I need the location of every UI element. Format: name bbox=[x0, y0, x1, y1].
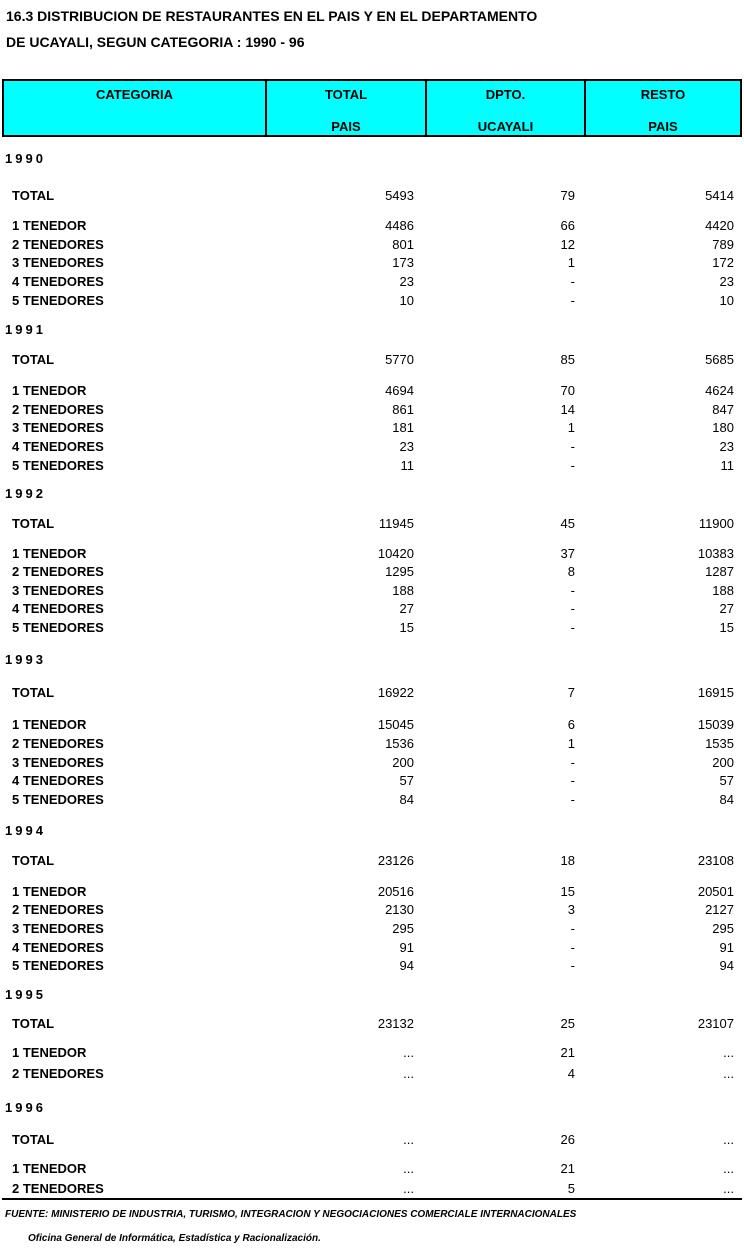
table-row bbox=[0, 383, 744, 401]
category-label: 1 TENEDOR bbox=[12, 1045, 87, 1060]
table-row bbox=[0, 736, 744, 754]
resto-pais-value: ... bbox=[723, 1181, 734, 1196]
year-row bbox=[0, 987, 744, 1005]
dpto-ucayali-value: - bbox=[570, 601, 575, 616]
total-pais-value: 10 bbox=[399, 293, 414, 308]
table-row bbox=[0, 188, 744, 206]
table-row bbox=[0, 218, 744, 236]
resto-pais-value: 11 bbox=[720, 458, 734, 473]
table-row bbox=[0, 755, 744, 773]
table-row bbox=[0, 601, 744, 619]
header-categoria: CATEGORIA bbox=[95, 87, 174, 102]
total-pais-value: 23126 bbox=[377, 853, 414, 868]
table-row bbox=[0, 1016, 744, 1034]
total-pais-value: ... bbox=[403, 1045, 414, 1060]
table-row bbox=[0, 402, 744, 420]
category-label: 5 TENEDORES bbox=[12, 458, 104, 473]
table-row bbox=[0, 293, 744, 311]
resto-pais-value: 295 bbox=[712, 921, 734, 936]
total-pais-value: 10420 bbox=[377, 546, 414, 561]
dpto-ucayali-value: - bbox=[570, 773, 575, 788]
table-bottom-rule bbox=[2, 1198, 742, 1200]
dpto-ucayali-value: 37 bbox=[560, 546, 575, 561]
dpto-ucayali-value: - bbox=[570, 458, 575, 473]
total-pais-value: 15 bbox=[399, 620, 414, 635]
category-label: TOTAL bbox=[12, 188, 55, 203]
total-pais-value: 861 bbox=[392, 402, 414, 417]
resto-pais-value: 16915 bbox=[697, 685, 734, 700]
category-label: 3 TENEDORES bbox=[12, 755, 104, 770]
total-pais-value: 11 bbox=[400, 458, 414, 473]
year-row bbox=[0, 823, 744, 841]
header-dpto-ucayali: DPTO. UCAYALI bbox=[425, 81, 584, 135]
table-row bbox=[0, 884, 744, 902]
year-label: 1994 bbox=[5, 823, 46, 838]
table-row bbox=[0, 583, 744, 601]
category-label: 1 TENEDOR bbox=[12, 218, 87, 233]
total-pais-value: 4486 bbox=[385, 218, 414, 233]
dpto-ucayali-value: 21 bbox=[560, 1161, 575, 1176]
dpto-ucayali-value: - bbox=[570, 293, 575, 308]
dpto-ucayali-value: - bbox=[570, 792, 575, 807]
total-pais-value: 200 bbox=[392, 755, 414, 770]
dpto-ucayali-value: - bbox=[570, 921, 575, 936]
table-row bbox=[0, 420, 744, 438]
resto-pais-value: 172 bbox=[712, 255, 734, 270]
category-label: 1 TENEDOR bbox=[12, 1161, 87, 1176]
category-label: 3 TENEDORES bbox=[12, 255, 104, 270]
resto-pais-value: 1535 bbox=[705, 736, 734, 751]
category-label: 4 TENEDORES bbox=[12, 601, 104, 616]
resto-pais-value: 10 bbox=[719, 293, 734, 308]
table-row bbox=[0, 1161, 744, 1179]
dpto-ucayali-value: 14 bbox=[560, 402, 575, 417]
year-row bbox=[0, 151, 744, 169]
resto-pais-value: 91 bbox=[719, 940, 734, 955]
table-row bbox=[0, 1181, 744, 1199]
total-pais-value: 57 bbox=[399, 773, 414, 788]
resto-pais-value: 27 bbox=[719, 601, 734, 616]
total-pais-value: 5770 bbox=[385, 352, 414, 367]
category-label: 2 TENEDORES bbox=[12, 237, 104, 252]
total-pais-value: 181 bbox=[392, 420, 414, 435]
category-label: 1 TENEDOR bbox=[12, 717, 87, 732]
dpto-ucayali-value: 25 bbox=[560, 1016, 575, 1031]
total-pais-value: 23 bbox=[399, 439, 414, 454]
resto-pais-value: 20501 bbox=[697, 884, 734, 899]
table-row bbox=[0, 853, 744, 871]
table-row bbox=[0, 1066, 744, 1084]
table-row bbox=[0, 255, 744, 273]
total-pais-value: 27 bbox=[399, 601, 414, 616]
table-row bbox=[0, 516, 744, 534]
table-row bbox=[0, 921, 744, 939]
dpto-ucayali-value: 70 bbox=[560, 383, 575, 398]
category-label: 4 TENEDORES bbox=[12, 274, 104, 289]
table-row bbox=[0, 458, 744, 476]
table-row bbox=[0, 902, 744, 920]
table-row bbox=[0, 940, 744, 958]
category-label: 2 TENEDORES bbox=[12, 902, 104, 917]
category-label: 5 TENEDORES bbox=[12, 958, 104, 973]
resto-pais-value: 94 bbox=[719, 958, 734, 973]
dpto-ucayali-value: 6 bbox=[567, 717, 575, 732]
year-row bbox=[0, 486, 744, 504]
resto-pais-value: 4420 bbox=[705, 218, 734, 233]
year-row bbox=[0, 322, 744, 340]
resto-pais-value: 15 bbox=[719, 620, 734, 635]
dpto-ucayali-value: 15 bbox=[560, 884, 575, 899]
table-row bbox=[0, 620, 744, 638]
category-label: 4 TENEDORES bbox=[12, 439, 104, 454]
category-label: TOTAL bbox=[12, 1016, 55, 1031]
year-label: 1996 bbox=[5, 1100, 46, 1115]
resto-pais-value: 23107 bbox=[697, 1016, 734, 1031]
page-title-line1: 16.3 DISTRIBUCION DE RESTAURANTES EN EL PAIS Y EN EL DEPARTAMENTO bbox=[6, 8, 538, 24]
category-label: 2 TENEDORES bbox=[12, 402, 104, 417]
resto-pais-value: 2127 bbox=[705, 902, 734, 917]
dpto-ucayali-value: 7 bbox=[567, 685, 575, 700]
page-title-line2: DE UCAYALI, SEGUN CATEGORIA : 1990 - 96 bbox=[6, 34, 305, 50]
year-row bbox=[0, 652, 744, 670]
year-label: 1993 bbox=[5, 652, 46, 667]
category-label: 2 TENEDORES bbox=[12, 1181, 104, 1196]
resto-pais-value: 10383 bbox=[697, 546, 734, 561]
total-pais-value: 188 bbox=[392, 583, 414, 598]
category-label: TOTAL bbox=[12, 853, 55, 868]
dpto-ucayali-value: - bbox=[570, 940, 575, 955]
dpto-ucayali-value: 12 bbox=[560, 237, 575, 252]
dpto-ucayali-value: 85 bbox=[560, 352, 575, 367]
dpto-ucayali-value: 66 bbox=[560, 218, 575, 233]
dpto-ucayali-value: 1 bbox=[567, 420, 575, 435]
footnote-office: Oficina General de Informática, Estadística y Racionalización. bbox=[28, 1233, 321, 1244]
resto-pais-value: 23 bbox=[719, 274, 734, 289]
dpto-ucayali-value: 45 bbox=[560, 516, 575, 531]
dpto-ucayali-value: 5 bbox=[567, 1181, 575, 1196]
resto-pais-value: 180 bbox=[712, 420, 734, 435]
resto-pais-value: 23108 bbox=[697, 853, 734, 868]
total-pais-value: 94 bbox=[399, 958, 414, 973]
table-row bbox=[0, 564, 744, 582]
resto-pais-value: 5685 bbox=[705, 352, 734, 367]
category-label: 4 TENEDORES bbox=[12, 940, 104, 955]
resto-pais-value: ... bbox=[723, 1161, 734, 1176]
table-row bbox=[0, 352, 744, 370]
category-label: 2 TENEDORES bbox=[12, 1066, 104, 1081]
total-pais-value: 20516 bbox=[377, 884, 414, 899]
dpto-ucayali-value: 79 bbox=[560, 188, 575, 203]
category-label: TOTAL bbox=[12, 1132, 55, 1147]
year-label: 1990 bbox=[5, 151, 46, 166]
table-row bbox=[0, 439, 744, 457]
total-pais-value: 295 bbox=[392, 921, 414, 936]
total-pais-value: 16922 bbox=[377, 685, 414, 700]
category-label: 2 TENEDORES bbox=[12, 564, 104, 579]
table-row bbox=[0, 717, 744, 735]
year-label: 1992 bbox=[5, 486, 46, 501]
table-row bbox=[0, 237, 744, 255]
total-pais-value: 23 bbox=[399, 274, 414, 289]
dpto-ucayali-value: 1 bbox=[567, 255, 575, 270]
total-pais-value: ... bbox=[403, 1161, 414, 1176]
dpto-ucayali-value: - bbox=[570, 620, 575, 635]
table-row bbox=[0, 1132, 744, 1150]
table-row bbox=[0, 546, 744, 564]
category-label: 1 TENEDOR bbox=[12, 546, 87, 561]
dpto-ucayali-value: 8 bbox=[567, 564, 575, 579]
resto-pais-value: ... bbox=[723, 1066, 734, 1081]
total-pais-value: 84 bbox=[399, 792, 414, 807]
dpto-ucayali-value: - bbox=[570, 439, 575, 454]
total-pais-value: 1295 bbox=[385, 564, 414, 579]
table-row bbox=[0, 792, 744, 810]
table-header bbox=[2, 79, 742, 137]
total-pais-value: ... bbox=[403, 1132, 414, 1147]
category-label: TOTAL bbox=[12, 516, 55, 531]
resto-pais-value: 4624 bbox=[705, 383, 734, 398]
total-pais-value: 15045 bbox=[377, 717, 414, 732]
year-row bbox=[0, 1100, 744, 1118]
table-row bbox=[0, 958, 744, 976]
table-row bbox=[0, 685, 744, 703]
category-label: 3 TENEDORES bbox=[12, 420, 104, 435]
total-pais-value: 1536 bbox=[385, 736, 414, 751]
resto-pais-value: 11900 bbox=[698, 516, 734, 531]
header-resto-pais: RESTO PAIS bbox=[584, 81, 740, 135]
dpto-ucayali-value: - bbox=[570, 958, 575, 973]
total-pais-value: ... bbox=[403, 1066, 414, 1081]
category-label: TOTAL bbox=[12, 685, 55, 700]
year-label: 1995 bbox=[5, 987, 46, 1002]
resto-pais-value: 5414 bbox=[705, 188, 734, 203]
table-row bbox=[0, 274, 744, 292]
total-pais-value: 4694 bbox=[385, 383, 414, 398]
category-label: 2 TENEDORES bbox=[12, 736, 104, 751]
dpto-ucayali-value: 1 bbox=[567, 736, 575, 751]
category-label: TOTAL bbox=[12, 352, 55, 367]
resto-pais-value: 847 bbox=[712, 402, 734, 417]
category-label: 5 TENEDORES bbox=[12, 792, 104, 807]
category-label: 5 TENEDORES bbox=[12, 620, 104, 635]
category-label: 1 TENEDOR bbox=[12, 383, 87, 398]
dpto-ucayali-value: 3 bbox=[567, 902, 575, 917]
resto-pais-value: 1287 bbox=[705, 564, 734, 579]
resto-pais-value: 84 bbox=[719, 792, 734, 807]
resto-pais-value: 23 bbox=[719, 439, 734, 454]
resto-pais-value: 57 bbox=[719, 773, 734, 788]
header-total-pais: TOTAL PAIS bbox=[265, 81, 425, 135]
dpto-ucayali-value: - bbox=[570, 274, 575, 289]
total-pais-value: 801 bbox=[392, 237, 414, 252]
total-pais-value: ... bbox=[403, 1181, 414, 1196]
resto-pais-value: 200 bbox=[712, 755, 734, 770]
category-label: 4 TENEDORES bbox=[12, 773, 104, 788]
total-pais-value: 91 bbox=[399, 940, 414, 955]
dpto-ucayali-value: 21 bbox=[560, 1045, 575, 1060]
dpto-ucayali-value: - bbox=[570, 755, 575, 770]
resto-pais-value: 188 bbox=[712, 583, 734, 598]
table-row bbox=[0, 773, 744, 791]
resto-pais-value: ... bbox=[723, 1132, 734, 1147]
resto-pais-value: ... bbox=[723, 1045, 734, 1060]
category-label: 1 TENEDOR bbox=[12, 884, 87, 899]
resto-pais-value: 789 bbox=[712, 237, 734, 252]
dpto-ucayali-value: 4 bbox=[567, 1066, 575, 1081]
year-label: 1991 bbox=[5, 322, 46, 337]
dpto-ucayali-value: 26 bbox=[560, 1132, 575, 1147]
footnote-source: FUENTE: MINISTERIO DE INDUSTRIA, TURISMO, INTEGRACION Y NEGOCIACIONES COMERCIALE INTERNACIONALES bbox=[5, 1209, 577, 1220]
dpto-ucayali-value: - bbox=[570, 583, 575, 598]
total-pais-value: 11945 bbox=[378, 516, 414, 531]
category-label: 3 TENEDORES bbox=[12, 921, 104, 936]
total-pais-value: 5493 bbox=[385, 188, 414, 203]
category-label: 5 TENEDORES bbox=[12, 293, 104, 308]
category-label: 3 TENEDORES bbox=[12, 583, 104, 598]
total-pais-value: 23132 bbox=[377, 1016, 414, 1031]
total-pais-value: 173 bbox=[392, 255, 414, 270]
total-pais-value: 2130 bbox=[385, 902, 414, 917]
table-row bbox=[0, 1045, 744, 1063]
resto-pais-value: 15039 bbox=[697, 717, 734, 732]
dpto-ucayali-value: 18 bbox=[560, 853, 575, 868]
